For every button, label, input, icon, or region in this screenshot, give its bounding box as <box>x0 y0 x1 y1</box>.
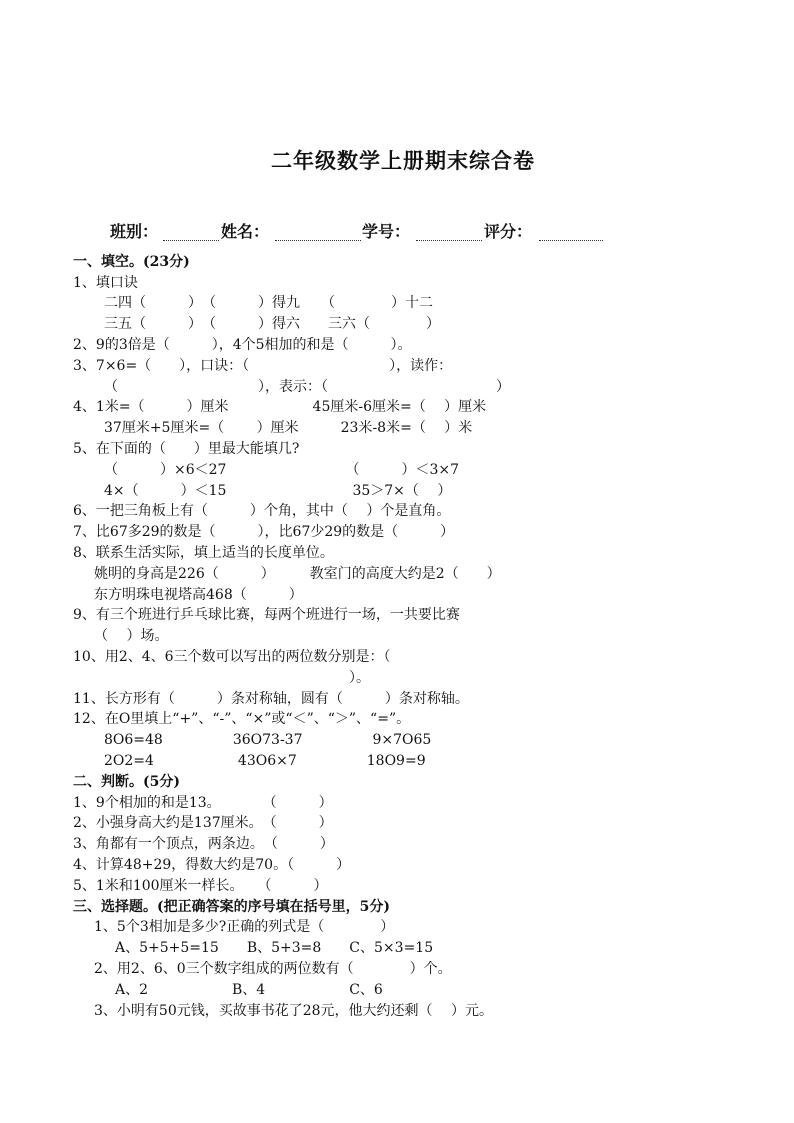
question-line: ）。 <box>349 670 370 686</box>
question-line: 姚明的身高是226（ ） 教室门的高度大约是2（ ） <box>94 566 501 582</box>
question-line: （ ）×6＜27 （ ）＜3×7 <box>104 462 459 478</box>
question-line: 2、9的3倍是（ ），4个5相加的和是（ ）。 <box>73 337 412 353</box>
question-line: 10、用2、4、6三个数可以写出的两位数分别是：（ <box>73 649 391 665</box>
question-line: 1、9个相加的和是13。 （ ） <box>73 795 333 811</box>
question-line: 6、一把三角板上有（ ）个角，其中（ ）个是直角。 <box>73 503 451 519</box>
question-line: （ ）场。 <box>94 628 169 644</box>
question-line: 37厘米+5厘米=（ ）厘米 23米-8米=（ ）米 <box>104 420 473 436</box>
question-line: 3、角都有一个顶点，两条边。 （ ） <box>73 836 334 852</box>
name-blank[interactable] <box>275 240 361 241</box>
question-line: 3、7×6=（ ），口诀：（ ），读作： <box>73 358 453 374</box>
question-line: 12、在O里填上“+”、“-”、“×”或“＜”、“＞”、“=”。 <box>73 711 411 727</box>
question-line: 5、1米和100厘米一样长。 （ ） <box>73 878 328 894</box>
question-line: 东方明珠电视塔高468（ ） <box>94 587 303 603</box>
section-heading: 一、填空。(23分) <box>73 254 190 270</box>
page-title: 二年级数学上册期末综合卷 <box>271 148 535 173</box>
score-label: 评分： <box>484 222 533 241</box>
question-line: 3、小明有50元钱，买故事书花了28元，他大约还剩（ ）元。 <box>94 1003 493 1019</box>
question-line: 8、联系生活实际，填上适当的长度单位。 <box>73 545 334 561</box>
section-heading: 二、判断。(5分) <box>73 774 180 790</box>
id-label: 学号： <box>362 222 411 241</box>
class-blank[interactable] <box>163 240 219 241</box>
question-line: 4×（ ）＜15 35＞7×（ ） <box>104 483 452 499</box>
section-heading: 三、选择题。(把正确答案的序号填在括号里，5分) <box>73 899 390 915</box>
question-line: （ ），表示：（ ） <box>104 379 510 395</box>
question-line: 11、长方形有（ ）条对称轴，圆有（ ）条对称轴。 <box>73 691 469 707</box>
question-line: 4、1米=（ ）厘米 45厘米-6厘米=（ ）厘米 <box>73 399 487 415</box>
question-line: 二四（ ） （ ）得九 （ ）十二 <box>104 295 433 311</box>
question-line: 5、在下面的（ ）里最大能填几? <box>73 441 300 457</box>
question-line: 1、5个3相加是多少?正确的列式是（ ） <box>94 919 395 935</box>
name-label: 姓名： <box>221 222 270 241</box>
question-line: A、5+5+5=15 B、5+3=8 C、5×3=15 <box>115 940 434 956</box>
question-line: 2、小强身高大约是137厘米。 （ ） <box>73 815 333 831</box>
question-line: 1、填口诀 <box>73 275 138 291</box>
question-line: A、2 B、4 C、6 <box>115 982 383 998</box>
question-line: 8O6=48 36O73-37 9×7O65 <box>104 732 432 748</box>
class-label: 班别： <box>110 222 159 241</box>
question-line: 4、计算48+29，得数大约是70。（ ） <box>73 857 351 873</box>
question-line: 2、用2、6、0三个数字组成的两位数有（ ）个。 <box>94 961 452 977</box>
question-line: 三五（ ） （ ）得六 三六（ ） <box>104 316 440 332</box>
question-line: 2O2=4 43O6×7 18O9=9 <box>104 753 426 769</box>
score-blank[interactable] <box>539 240 603 241</box>
question-line: 7、比67多29的数是（ ），比67少29的数是（ ） <box>73 524 455 540</box>
question-line: 9、有三个班进行乒乓球比赛，每两个班进行一场，一共要比赛 <box>73 607 460 623</box>
id-blank[interactable] <box>416 240 482 241</box>
